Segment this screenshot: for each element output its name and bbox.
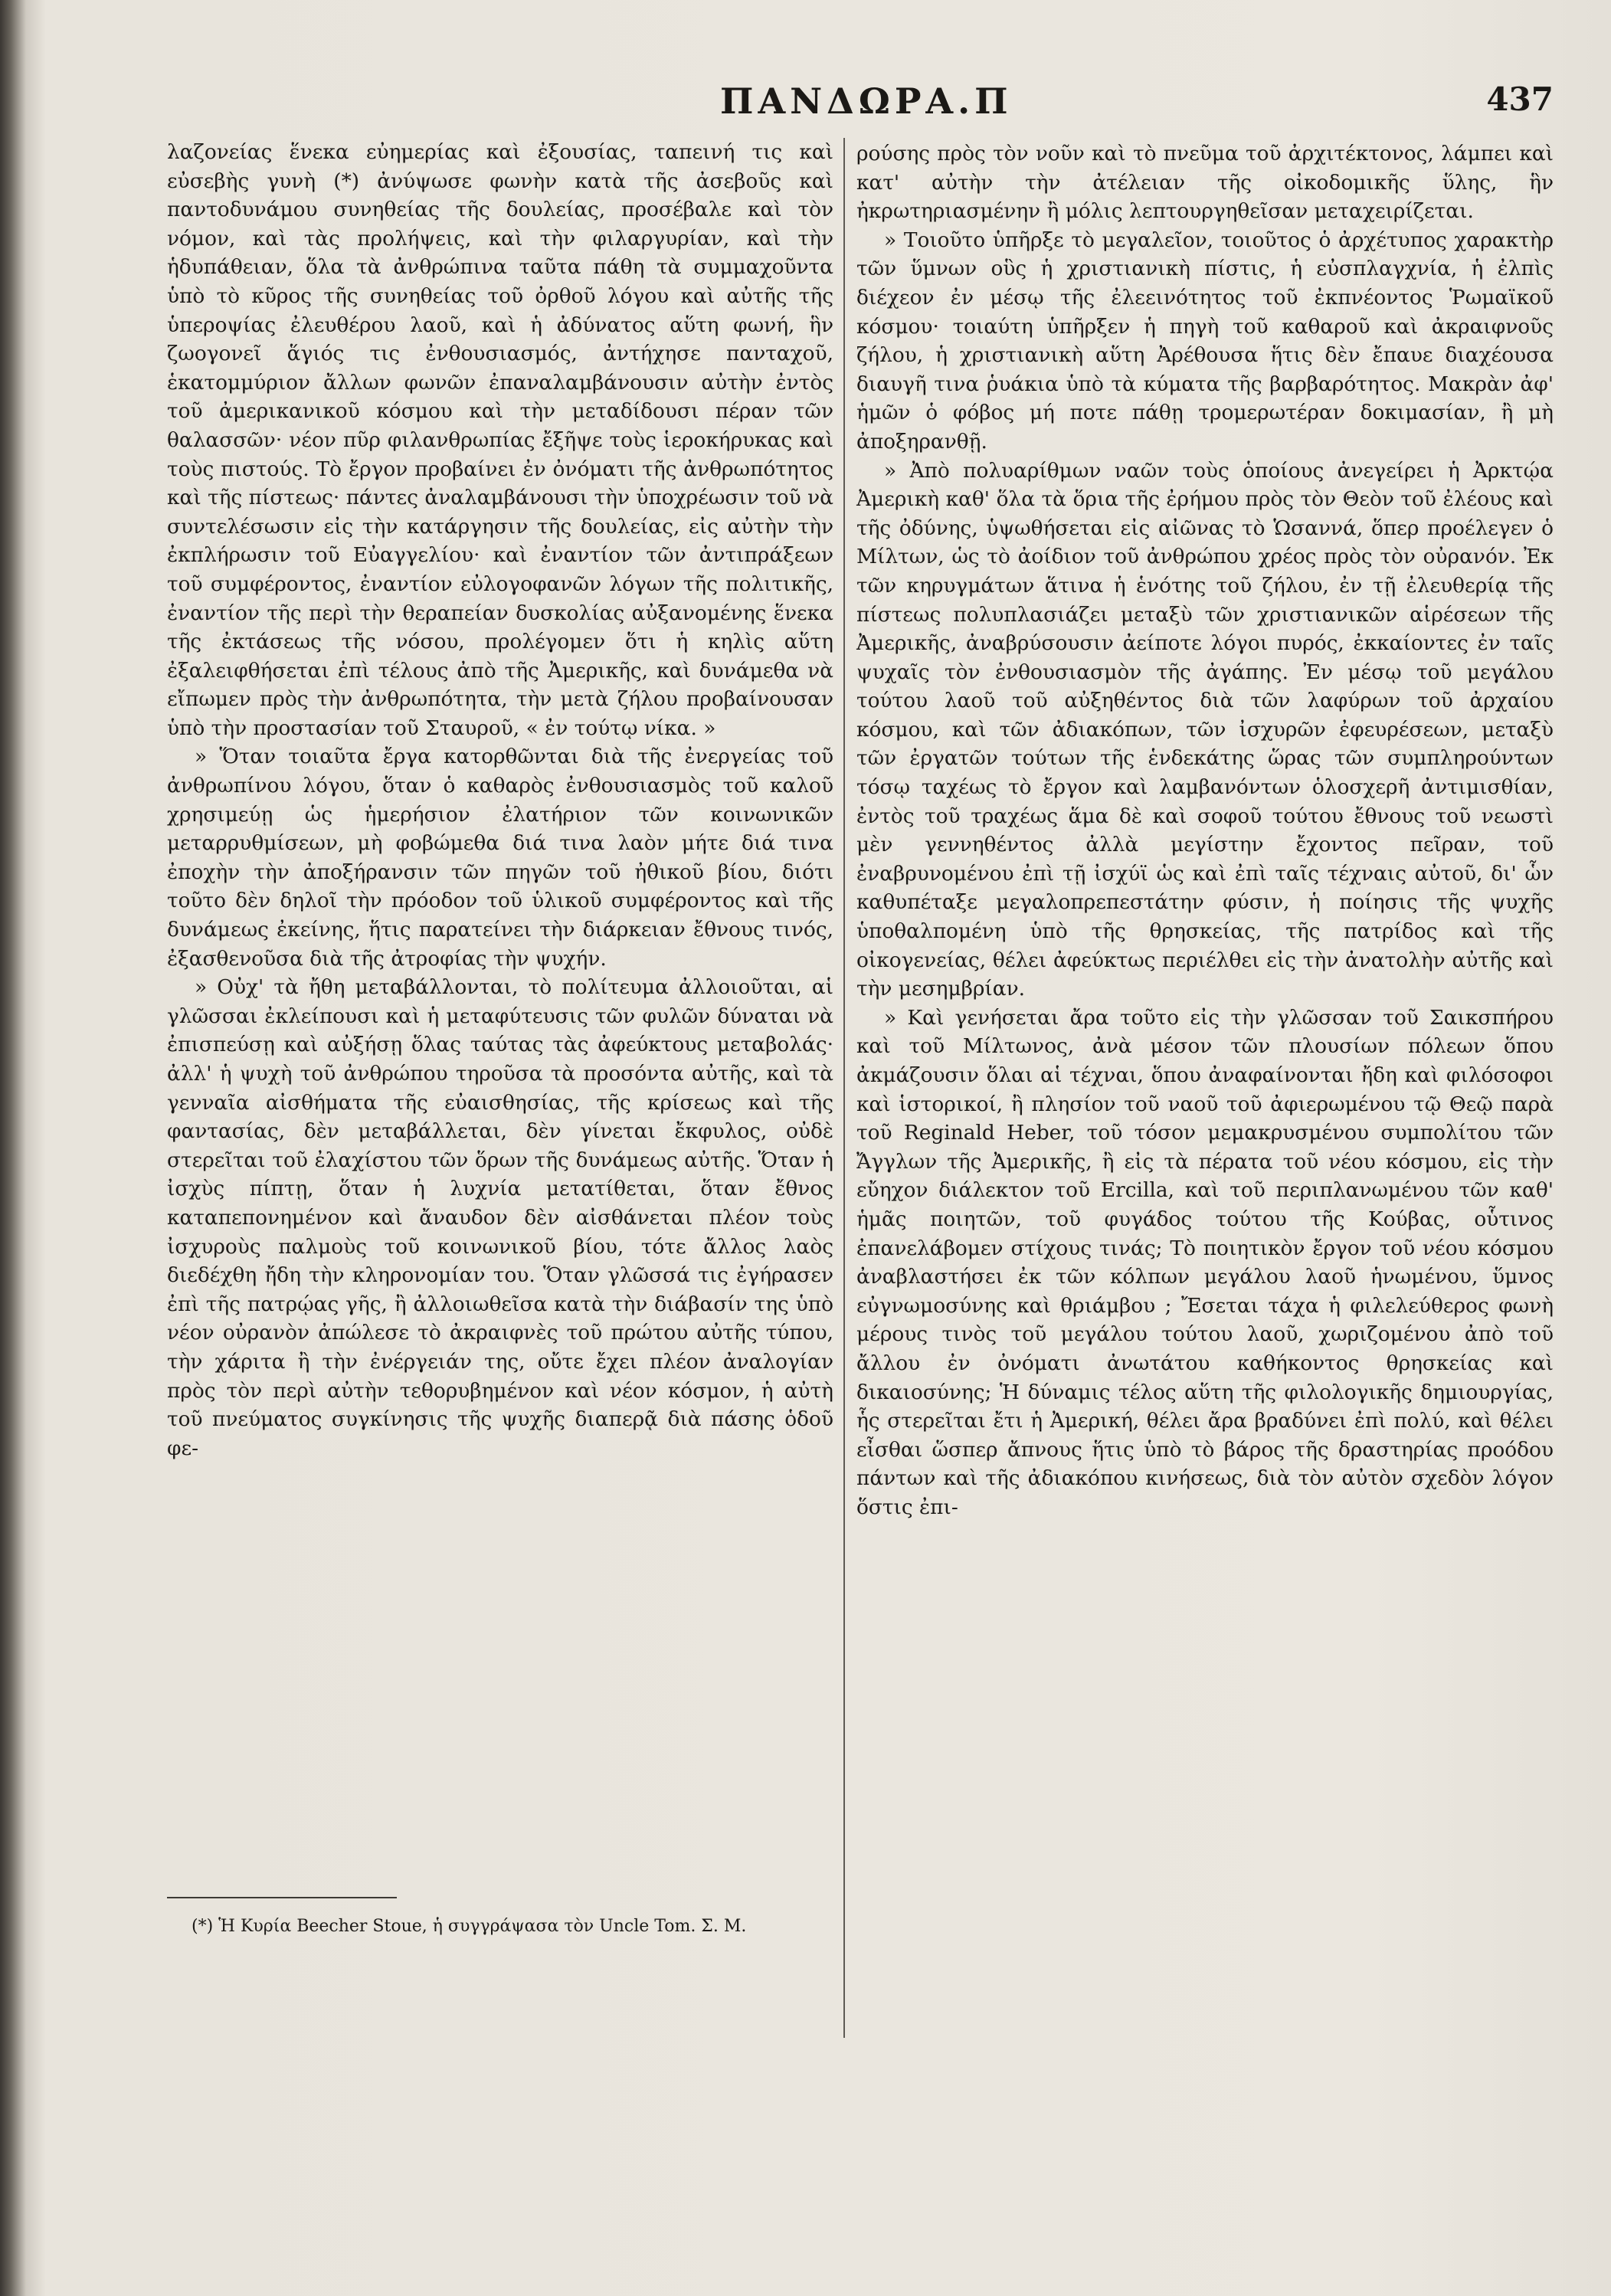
footnote-rule: [167, 1897, 397, 1898]
left-paragraph-3: » Οὐχ' τὰ ἤθη μεταβάλλονται, τὸ πολίτευμα ἀλλοιοῦται, αἱ γλῶσσαι ἐκλείπουσι καὶ ἡ μεταφύτευσις τῶν φυλῶν δύναται νὰ ἐπισπεύσῃ καὶ αὐξήσῃ ὅλας ταύτας τὰς ἀφεύκτους μεταβολάς· ἀλλ' ἡ ψυχὴ τοῦ ἀνθρώπου τηροῦσα τὰ προσόντα αὐτῆς, καὶ τὰ γενναῖα αἰσθήματα τῆς εὐαισθησίας, τῆς κρίσεως καὶ τῆς φαντασίας, δὲν μεταβάλλεται, δὲν γίνεται ἔκφυλος, οὐδὲ στερεῖται τοῦ ἐλαχίστου τῶν ὅρων τῆς δυνάμεως αὐτῆς. Ὅταν ἡ ἰσχὺς πίπτῃ, ὅταν ἡ λυχνία μετατίθεται, ὅταν ἔθνος καταπεπονημένον καὶ ἄναυδον δὲν αἰσθάνεται πλέον τοὺς ἰσχυροὺς παλμοὺς τοῦ κοινωνικοῦ βίου, τότε ἄλλος λαὸς διεδέχθη ἤδη τὴν κληρονομίαν του. Ὅταν γλῶσσά τις ἐγήρασεν ἐπὶ τῆς πατρῴας γῆς, ἢ ἀλλοιωθεῖσα κατὰ τὴν διάβασίν της ὑπὸ νέον οὐρανὸν ἀπώλεσε τὸ ἀκραιφνὲς τοῦ πρώτου αὐτῆς τύπου, τὴν χάριτα ἢ τὴν ἐνέργειάν της, οὔτε ἔχει πλέον ἀναλογίαν πρὸς τὸν περὶ αὐτὴν τεθορυβημένον καὶ νέον κόσμον, ἡ αὐτὴ τοῦ πνεύματος συγκίνησις τῆς ψυχῆς διαπερᾷ διὰ πάσης ὁδοῦ φε-: [167, 975, 833, 1460]
left-paragraph-1: λαζονείας ἕνεκα εὐημερίας καὶ ἐξουσίας, ταπεινή τις καὶ εὐσεβὴς γυνὴ (*) ἀνύψωσε φωνὴν κατὰ τῆς ἀσεβοῦς καὶ παντοδυνάμου συνηθείας τῆς δουλείας, προσέβαλε καὶ τὸν νόμον, καὶ τὰς προλήψεις, καὶ τὴν φιλαργυρίαν, καὶ τὴν ἡδυπάθειαν, ὅλα τὰ ἀνθρώπινα ταῦτα πάθη τὰ συμμαχοῦντα ὑπὸ τὸ κῦρος τῆς συνηθείας τοῦ ὀρθοῦ λόγου καὶ αὐτῆς τῆς ὑπεροψίας ἐλευθέρου λαοῦ, καὶ ἡ ἀδύνατος αὕτη φωνή, ἣν ζωογονεῖ ἅγιός τις ἐνθουσιασμός, ἀντήχησε πανταχοῦ, ἑκατομμύριον ἄλλων φωνῶν ἐπαναλαμβάνουσιν αὐτὴν ἐντὸς τοῦ ἀμερικανικοῦ κόσμου καὶ τὴν μεταδίδουσι πέραν τῶν θαλασσῶν· νέον πῦρ φιλανθρωπίας ἔξῆψε τοὺς ἱεροκήρυκας καὶ τοὺς πιστούς. Τὸ ἔργον προβαίνει ἐν ὀνόματι τῆς ἀνθρωπότητος καὶ τῆς πίστεως· πάντες ἀναλαμβάνουσι τὴν ὑποχρέωσιν τοῦ νὰ συντελέσωσιν εἰς τὴν κατάργησιν τῆς δουλείας, εἰς αὐτὴν τὴν ἐκπλήρωσιν τοῦ Εὐαγγελίου· καὶ ἐναντίον τῶν ἀντιπράξεων τοῦ συμφέροντος, ἐναντίον εὐλογοφανῶν λόγων τῆς πολιτικῆς, ἐναντίον τῆς περὶ τὴν θεραπείαν δυσκολίας αὐξανομένης ἕνεκα τῆς ἐκτάσεως τῆς νόσου, προλέγομεν ὅτι ἡ κηλὶς αὕτη ἐξαλειφθήσεται ἐπὶ τέλους ἀπὸ τῆς Ἀμερικῆς, καὶ δυνάμεθα νὰ εἴπωμεν πρὸς τὴν ἀνθρωπότητα, τὴν μετὰ ζήλου προβαίνουσαν ὑπὸ τὴν προστασίαν τοῦ Σταυροῦ, « ἐν τούτῳ νίκα. »: [167, 140, 833, 740]
running-head: [0, 80, 1611, 134]
left-column: [167, 138, 833, 1462]
column-divider: [843, 138, 845, 2038]
right-column: [856, 139, 1554, 1522]
right-paragraph-4: » Καὶ γενήσεται ἄρα τοῦτο εἰς τὴν γλῶσσαν τοῦ Σαικσπήρου καὶ τοῦ Μίλτωνος, ἀνὰ μέσον τῶν πλουσίων πόλεων ὅπου ἀκμάζουσιν ὅλαι αἱ τέχναι, ὅπου ἀναφαίνονται ἤδη καὶ φιλόσοφοι καὶ ἱστορικοί, ἢ πλησίον τοῦ ναοῦ τοῦ ἀφιερωμένου τῷ Θεῷ παρὰ τοῦ Reginald Heber, τοῦ τόσον μεμακρυσμένου συμπολίτου τῶν Ἄγγλων τῆς Ἀμερικῆς, ἢ εἰς τὰ πέρατα τοῦ νέου κόσμου, εἰς τὴν εὔηχον διάλεκτον τοῦ Ercilla, καὶ τοῦ περιπλανωμένου τῶν καθ' ἡμᾶς ποιητῶν, τοῦ φυγάδος τούτου τῆς Κούβας, οὗτινος ἐπανελάβομεν στίχους τινάς; Τὸ ποιητικὸν ἔργον τοῦ νέου κόσμου ἀναβλαστήσει ἐκ τῶν κόλπων μεγάλου λαοῦ ἡνωμένου, ὕμνος εὐγνωμοσύνης καὶ θριάμβου ; Ἔσεται τάχα ἡ φιλελεύθερος φωνὴ μέρους τινὸς τοῦ μεγάλου τούτου λαοῦ, χωριζομένου ἀπὸ τοῦ ἄλλου ἐν ὀνόματι ἀνωτάτου καθήκοντος θρησκείας καὶ δικαιοσύνης; Ἡ δύναμις τέλος αὕτη τῆς φιλολογικῆς δημιουργίας, ἧς στερεῖται ἔτι ἡ Ἀμερική, θέλει ἄρα βραδύνει ἐπὶ πολύ, καὶ θέλει εἶσθαι ὥσπερ ἄπνους ἥτις ὑπὸ τὸ βάρος τῆς δραστηρίας προόδου πάντων καὶ τῆς ἀδιακόπου κινήσεως, διὰ τὸν αὐτὸν σχεδὸν λόγον ὅστις ἐπι-: [856, 1005, 1554, 1519]
left-paragraph-2: » Ὅταν τοιαῦτα ἔργα κατορθῶνται διὰ τῆς ἐνεργείας τοῦ ἀνθρωπίνου λόγου, ὅταν ὁ καθαρὸς ἐνθουσιασμὸς τοῦ καλοῦ χρησιμεύῃ ὡς ἡμερήσιον ἐλατήριον τῶν κοινωνικῶν μεταρρυθμίσεων, μὴ φοβώμεθα διά τινα λαὸν μήτε διά τινα ἐποχὴν τὴν ἀποξήρανσιν τῶν πηγῶν τοῦ ἠθικοῦ βίου, διότι τοῦτο δὲν δηλοῖ τὴν πρόοδον τοῦ ὑλικοῦ συμφέροντος καὶ τῆς δυνάμεως ἐκείνης, ἥτις παρατείνει τὴν διάρκειαν ἔθνους τινός, ἐξασθενοῦσα διὰ τῆς ἀτροφίας τὴν ψυχήν.: [167, 745, 833, 971]
page-number: 437: [1486, 80, 1554, 118]
right-paragraph-3: » Ἀπὸ πολυαρίθμων ναῶν τοὺς ὁποίους ἀνεγείρει ἡ Ἀρκτῴα Ἀμερικὴ καθ' ὅλα τὰ ὅρια τῆς ἐρήμου πρὸς τὸν Θεὸν τοῦ ἐλέους καὶ τῆς ὀδύνης, ὑψωθήσεται εἰς αἰῶνας τὸ Ὡσαννά, ὅπερ προέλεγεν ὁ Μίλτων, ὡς τὸ ἀοίδιον τοῦ ἀνθρώπου χρέος πρὸς τὸν οὐρανόν. Ἐκ τῶν κηρυγμάτων ἅτινα ἡ ἑνότης τοῦ ζήλου, ἐν τῇ ἐλευθερίᾳ τῆς πίστεως πολυπλασιάζει μεταξὺ τῶν χριστιανικῶν αἱρέσεων τῆς Ἀμερικῆς, ἀναβρύσουσιν ἀείποτε λόγοι πυρός, ἐκκαίοντες ἐν ταῖς ψυχαῖς τὸν ἐνθουσιασμὸν τῆς ἀγάπης. Ἐν μέσῳ τοῦ μεγάλου τούτου λαοῦ τοῦ αὐξηθέντος διὰ τῶν λαφύρων τοῦ ἀρχαίου κόσμου, καὶ τῶν ἀδιακόπων, τῶν ἰσχυρῶν ἐφευρέσεων, μεταξὺ τῶν ἐργατῶν τούτων τῆς ἑνδεκάτης ὥρας τῶν συμπληρούντων τόσῳ ταχέως τὸ ἔργον καὶ λαμβανόντων ὁλοσχερῆ ἀντιμισθίαν, ἐντὸς τοῦ τραχέως ἅμα δὲ καὶ σοφοῦ τούτου ἔθνους τοῦ νεωστὶ μὲν γεννηθέντος ἀλλὰ μεγίστην ἔχοντος πεῖραν, τοῦ ἐναβρυνομένου ἐπὶ τῇ ἰσχύϊ ὡς καὶ ἐπὶ ταῖς τέχναις αὐτοῦ, δι' ὧν καθυπέταξε μεγαλοπρεπεστάτην φύσιν, ἡ ποίησις τῆς ψυχῆς ὑποθαλπομένη ὑπὸ τῆς θρησκείας, τῆς πατρίδος καὶ τῆς οἰκογενείας, θέλει ἀφεύκτως περιέλθει εἰς τὴν ἀνατολὴν αὐτῆς καὶ τὴν μεσημβρίαν.: [856, 458, 1554, 1001]
right-paragraph-2: » Τοιοῦτο ὑπῆρξε τὸ μεγαλεῖον, τοιοῦτος ὁ ἀρχέτυπος χαρακτὴρ τῶν ὕμνων οὓς ἡ χριστιανικὴ πίστις, ἡ εὐσπλαγχνία, ἡ ἐλπὶς διέχεον ἐν μέσῳ τῆς ἐλεεινότητος τοῦ ἐκπνέοντος Ῥωμαϊκοῦ κόσμου· τοιαύτη ὑπῆρξεν ἡ πηγὴ τοῦ καθαροῦ καὶ ἀκραιφνοῦς ζήλου, ἡ χριστιανικὴ αὕτη Ἀρέθουσα ἥτις δὲν ἔπαυε διαχέουσα διαυγῆ τινα ῥυάκια ὑπὸ τὰ κύματα τῆς βαρβαρότητος. Μακρὰν ἀφ' ἡμῶν ὁ φόβος μή ποτε πάθῃ τρομερωτέραν δοκιμασίαν, ἢ μὴ ἀποξηρανθῇ.: [856, 228, 1554, 454]
right-paragraph-1: ρούσης πρὸς τὸν νοῦν καὶ τὸ πνεῦμα τοῦ ἀρχιτέκτονος, λάμπει καὶ κατ' αὐτὴν τὴν ἀτέλειαν τῆς οἰκοδομικῆς ὕλης, ἣν ἠκρωτηριασμένην ἢ μόλις λεπτουργηθεῖσαν μεταχειρίζεται.: [856, 142, 1554, 224]
footnote: (*) Ἡ Κυρία Beecher Stoue, ἡ συγγράψασα τὸν Uncle Tom. Σ. Μ.: [192, 1917, 747, 1936]
journal-title: ΠΑΝΔΩΡΑ.Π: [720, 80, 1013, 122]
